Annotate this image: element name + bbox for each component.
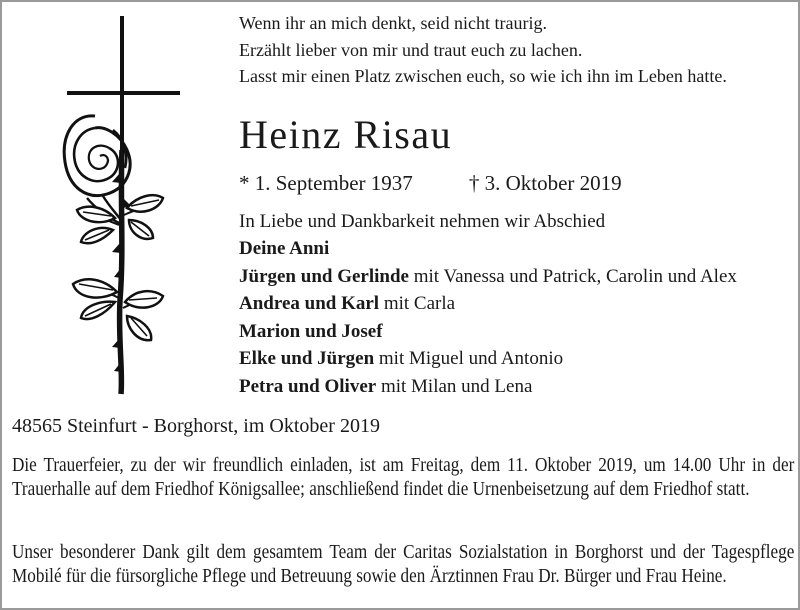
verse-line-1: Wenn ihr an mich denkt, seid nicht traurig.: [239, 13, 547, 33]
family-block: [239, 208, 799, 401]
family-names: Andrea und Karl: [239, 293, 380, 314]
family-line-3: [239, 290, 799, 318]
family-names: Deine Anni: [239, 238, 330, 259]
family-line-4: [239, 318, 799, 346]
family-line-6: [239, 373, 799, 401]
family-names: Petra und Oliver: [239, 375, 377, 397]
thanks-paragraph: Unser besonderer Dank gilt dem gesamtem Team der Caritas Sozialstation in Borghorst und der Tagespflege Mobilé für die fürsorgliche Pflege und Betreuung sowie den Ärztinnen Frau Dr. Bürger und Frau Heine.: [12, 542, 795, 587]
deceased-name: Heinz Risau: [239, 111, 453, 157]
funeral-info-paragraph: Die Trauerfeier, zu der wir freundlich einladen, ist am Freitag, dem 11. Oktober 2019, um 14.00 Uhr in der Trauerhalle auf dem Friedhof Königsallee; anschließend findet die Urnenbeisetzung auf dem Friedhof statt.: [12, 455, 795, 500]
family-names: Jürgen und Gerlinde: [239, 265, 409, 287]
family-extra: mit Milan und Lena: [376, 375, 533, 397]
verse-line-3: Lasst mir einen Platz zwischen euch, so wie ich ihn im Leben hatte.: [239, 66, 727, 86]
birth-date: * 1. September 1937: [239, 170, 413, 195]
place-date-line: 48565 Steinfurt - Borghorst, im Oktober 2019: [12, 415, 380, 437]
family-names: Marion und Josef: [239, 320, 383, 342]
family-names: Elke und Jürgen: [239, 348, 375, 369]
verse-line-2: Erzählt lieber von mir und traut euch zu lachen.: [239, 39, 583, 60]
family-line-5: [239, 345, 799, 373]
family-line-2: [239, 263, 799, 291]
life-dates: [239, 170, 799, 196]
family-extra: mit Carla: [379, 293, 456, 314]
main-column: [239, 10, 799, 400]
family-extra: mit Vanessa und Patrick, Carolin und Alex: [408, 265, 737, 287]
farewell-line: In Liebe und Dankbarkeit nehmen wir Abschied: [239, 210, 606, 232]
cross-with-rose-icon: [57, 10, 189, 402]
memorial-verse: [239, 10, 799, 90]
death-date: † 3. Oktober 2019: [468, 170, 622, 195]
family-line-1: [239, 235, 799, 263]
family-extra: mit Miguel und Antonio: [374, 348, 564, 369]
